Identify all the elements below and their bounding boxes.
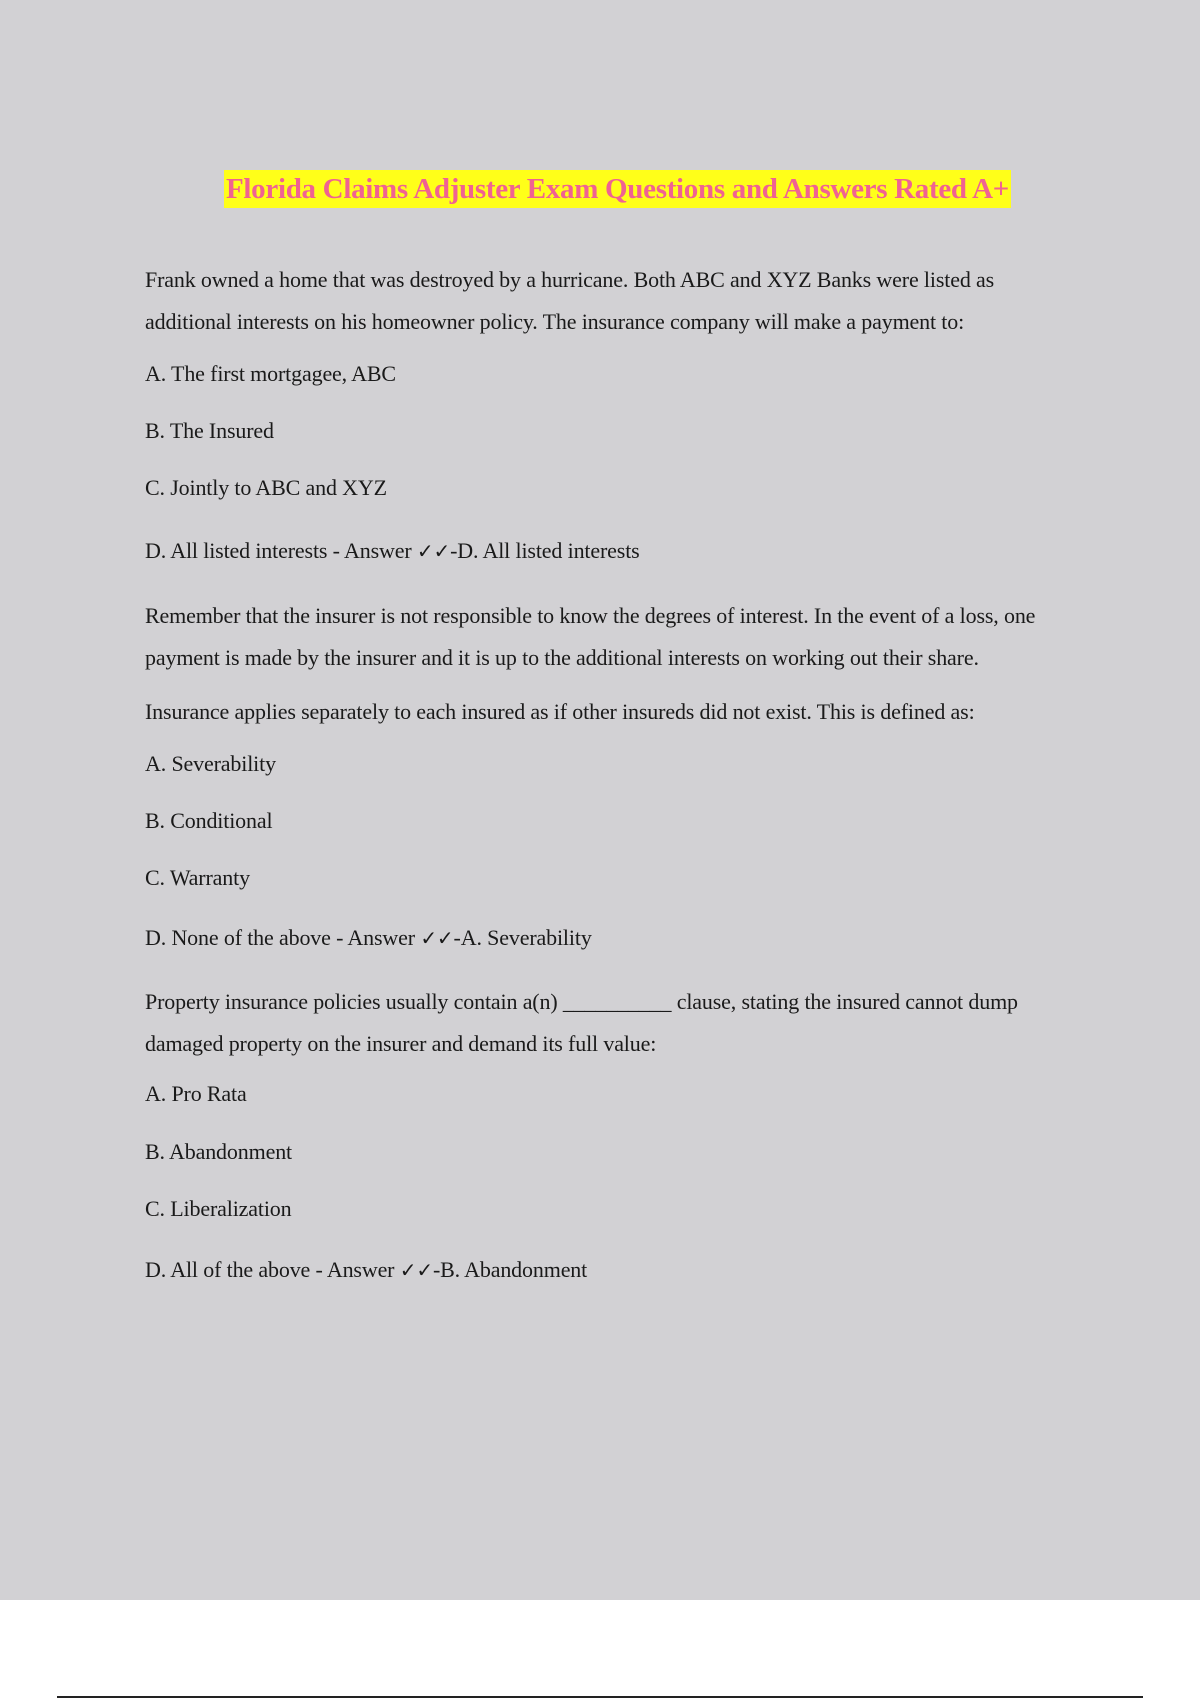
document-title: Florida Claims Adjuster Exam Questions and Answers Rated A+ [224,170,1011,208]
correct-answer: -A. Severability [453,925,592,950]
document-content [145,259,1080,1285]
footer-divider [57,1696,1143,1698]
double-check-icon: ✓✓ [420,926,454,950]
answer-option: C. Liberalization [145,1196,292,1221]
title-container [0,170,1200,208]
answer-option: A. The first mortgagee, ABC [145,361,396,386]
answer-explanation: Remember that the insurer is not responsible to know the degrees of interest. In the event of a loss, one payment is made by the insurer and it is up to the additional interests on working out their share. [145,603,1036,670]
correct-answer: -D. All listed interests [450,538,640,563]
question-prompt: Property insurance policies usually contain a(n) __________ clause, stating the insured cannot dump damaged property on the insurer and demand its full value: [145,989,1018,1056]
question-prompt: Insurance applies separately to each insured as if other insureds did not exist. This is defined as: [145,699,975,724]
question-prompt: Frank owned a home that was destroyed by a hurricane. Both ABC and XYZ Banks were listed as additional interests on his homeowner policy. The insurance company will make a payment to: [145,267,995,334]
answer-option: A. Severability [145,751,276,776]
correct-answer: -B. Abandonment [432,1257,588,1282]
double-check-icon: ✓✓ [416,539,451,563]
answer-option: D. All listed interests - Answer [145,538,417,563]
answer-line [145,1255,1080,1285]
answer-option: B. The Insured [145,418,274,443]
answer-option: B. Abandonment [145,1139,293,1164]
answer-option: A. Pro Rata [145,1081,247,1106]
answer-option: B. Conditional [145,808,273,833]
answer-line [145,536,1080,566]
answer-option: D. None of the above - Answer [145,925,421,950]
answer-line [145,923,1080,953]
answer-option: D. All of the above - Answer [145,1257,400,1282]
double-check-icon: ✓✓ [399,1258,433,1282]
answer-option: C. Warranty [145,865,250,890]
answer-option: C. Jointly to ABC and XYZ [145,475,387,500]
